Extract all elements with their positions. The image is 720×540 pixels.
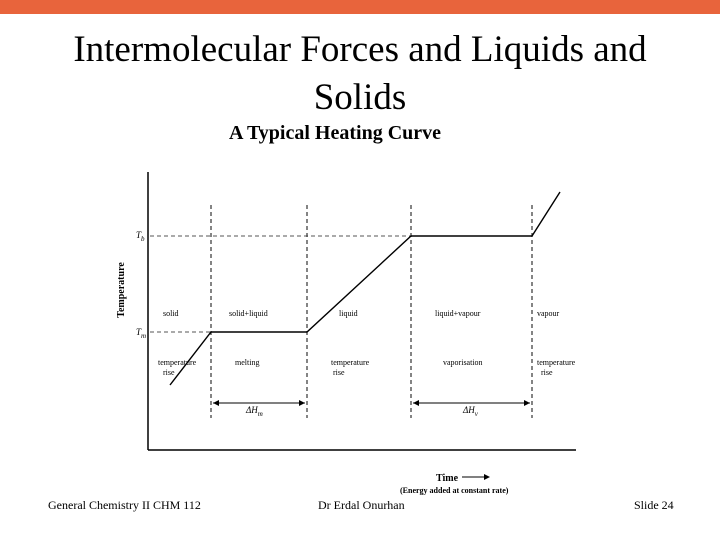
region-label-temp-rise-3-line2: rise	[541, 368, 553, 377]
tb-label-sub: b	[141, 235, 145, 243]
tb-label	[136, 230, 145, 243]
heating-curve-line	[170, 192, 560, 385]
delta-hm-label	[245, 405, 263, 418]
delta-hv-label	[462, 405, 479, 418]
region-label-temp-rise-2-line1: temperature	[331, 358, 370, 367]
footer-slide-number: Slide 24	[634, 498, 674, 512]
delta-hm-main: ΔH	[246, 405, 258, 415]
phase-label-solid: solid	[163, 309, 179, 318]
delta-hv-main: ΔH	[463, 405, 475, 415]
delta-hv-arrowhead-left	[413, 400, 419, 406]
phase-label-liquid-vapour: liquid+vapour	[435, 309, 481, 318]
slide-title-line-1: Intermolecular Forces and Liquids and	[73, 29, 647, 70]
delta-hm-arrowhead-right	[299, 400, 305, 406]
region-label-melting: melting	[235, 358, 260, 367]
y-axis-label: Temperature	[116, 262, 127, 318]
tb-label-main: T	[136, 230, 142, 240]
region-label-temp-rise-1-line2: rise	[163, 368, 175, 377]
delta-hv-sub: v	[474, 410, 478, 418]
x-axis-label: Time	[436, 473, 459, 484]
delta-hm-arrowhead-left	[213, 400, 219, 406]
delta-hv-arrowhead-right	[524, 400, 530, 406]
phase-label-liquid: liquid	[339, 309, 358, 318]
tm-label	[136, 327, 146, 340]
footer-course: General Chemistry II CHM 112	[48, 498, 201, 512]
tm-label-sub: m	[141, 332, 147, 340]
region-label-temp-rise-3-line1: temperature	[537, 358, 576, 367]
diagram-subtitle: A Typical Heating Curve	[228, 122, 442, 144]
footer-instructor: Dr Erdal Onurhan	[318, 498, 405, 512]
tm-label-main: T	[136, 327, 142, 337]
phase-label-solid-liquid: solid+liquid	[229, 309, 268, 318]
region-label-vaporisation: vaporisation	[443, 358, 483, 367]
phase-label-vapour: vapour	[537, 309, 560, 318]
x-axis-sublabel: (Energy added at constant rate)	[400, 486, 509, 495]
region-label-temp-rise-2-line2: rise	[333, 368, 345, 377]
slide-title-line-2: Solids	[313, 77, 407, 118]
region-label-temp-rise-1-line1: temperature	[158, 358, 197, 367]
delta-hm-sub: m	[257, 410, 263, 418]
time-arrowhead	[484, 474, 490, 480]
